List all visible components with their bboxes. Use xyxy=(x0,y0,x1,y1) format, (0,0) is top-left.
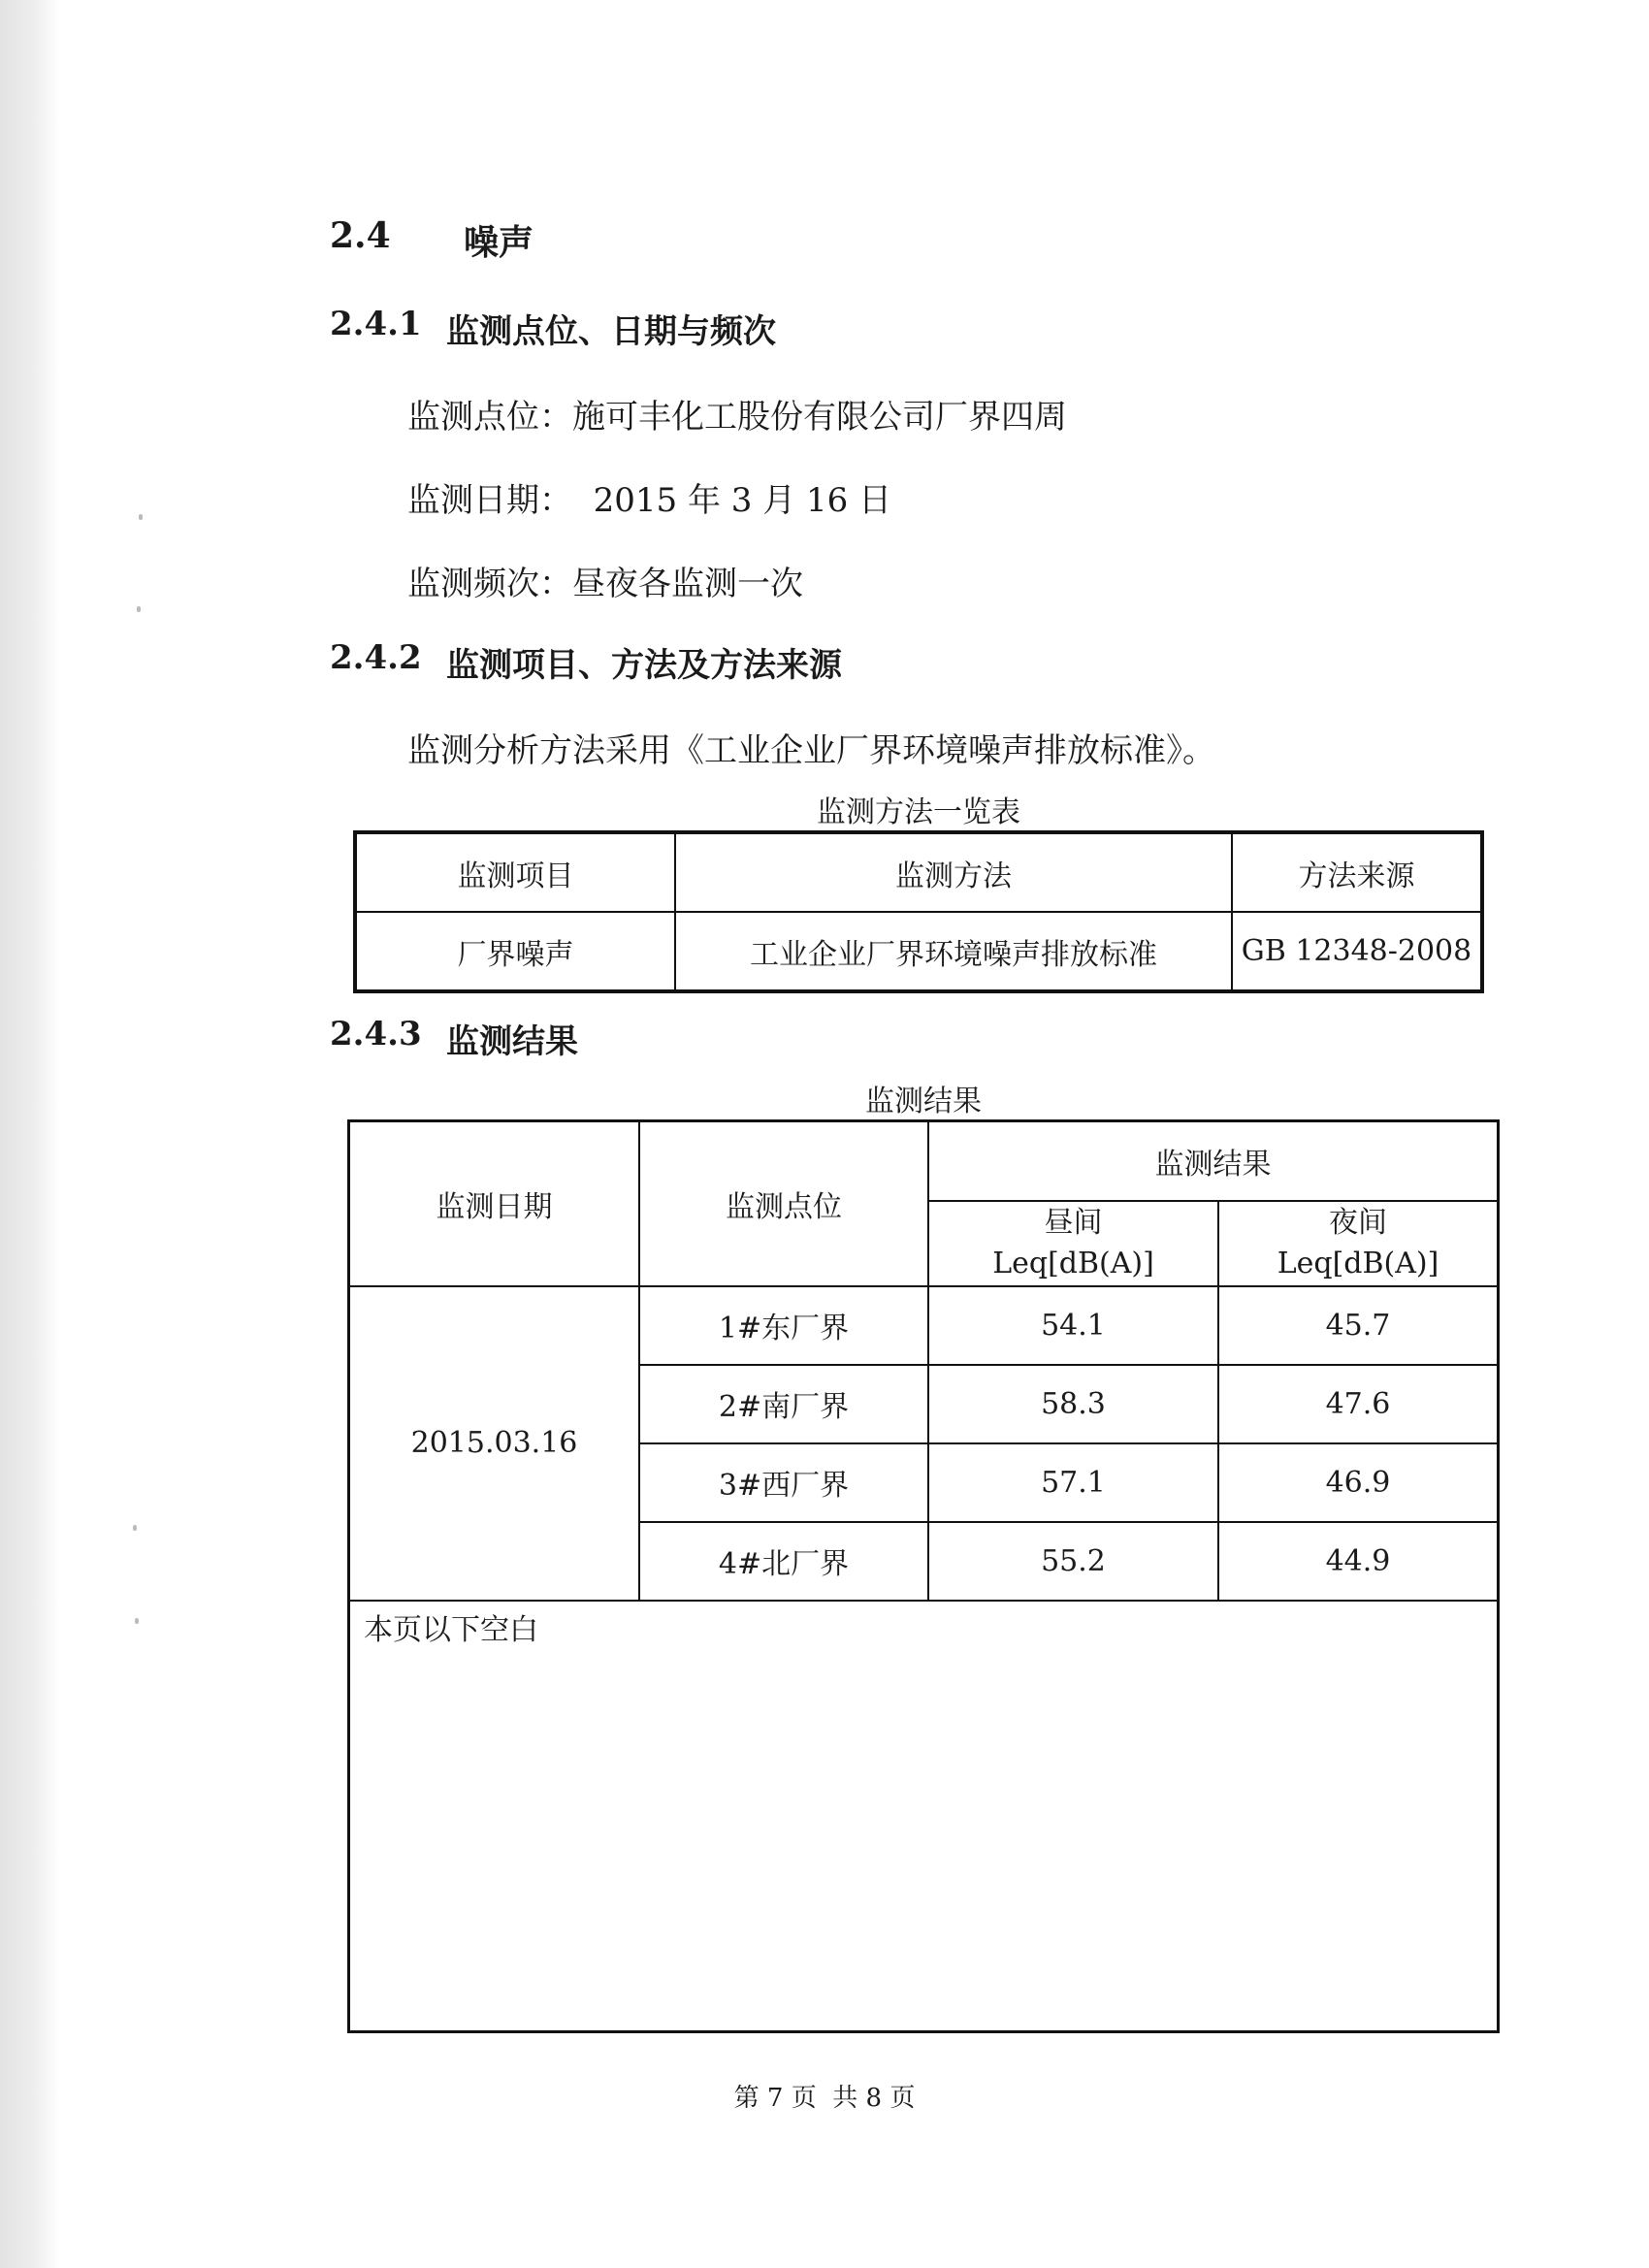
scan-speck xyxy=(139,514,143,520)
table-cell: 44.9 xyxy=(1218,1522,1499,1601)
date-cell: 2015.03.16 xyxy=(349,1286,640,1601)
sub2-number: 2.4.2 xyxy=(330,638,422,677)
unit-label: Leq[dB(A)] xyxy=(1277,1246,1439,1280)
table-cell: 厂界噪声 xyxy=(355,912,675,991)
sub3-number: 2.4.3 xyxy=(330,1015,422,1053)
table-cell: 58.3 xyxy=(928,1365,1218,1443)
scan-speck xyxy=(133,1525,137,1531)
table-row xyxy=(355,912,1482,991)
day-label: 昼间 xyxy=(1044,1205,1103,1240)
table-header-row xyxy=(355,832,1482,912)
table-cell: 57.1 xyxy=(928,1443,1218,1522)
section-title: 噪声 xyxy=(464,222,534,263)
section-number: 2.4 xyxy=(330,215,391,256)
results-table xyxy=(347,1119,1500,2033)
table-cell: 45.7 xyxy=(1218,1286,1499,1365)
table-cell: 1#东厂界 xyxy=(639,1286,928,1365)
table-cell: 3#西厂界 xyxy=(639,1443,928,1522)
night-label: 夜间 xyxy=(1329,1205,1387,1240)
sub3-title: 监测结果 xyxy=(446,1022,578,1061)
header-cell: 监测项目 xyxy=(355,832,675,912)
header-cell: 监测方法 xyxy=(675,832,1232,912)
scan-speck xyxy=(137,606,141,612)
methods-table xyxy=(353,830,1484,993)
unit-label: Leq[dB(A)] xyxy=(992,1246,1154,1280)
scan-edge-shadow xyxy=(0,0,60,2268)
scan-speck xyxy=(135,1618,139,1624)
method-paragraph: 监测分析方法采用《工业企业厂界环境噪声排放标准》。 xyxy=(407,731,1215,770)
table-cell: 55.2 xyxy=(928,1522,1218,1601)
table-header-row xyxy=(349,1121,1499,1201)
table-cell: 47.6 xyxy=(1218,1365,1499,1443)
monitoring-date: 监测日期： 2015 年 3 月 16 日 xyxy=(407,481,892,520)
table-row xyxy=(349,1286,1499,1365)
header-cell: 监测点位 xyxy=(639,1121,928,1286)
results-table-caption: 监测结果 xyxy=(865,1085,982,1118)
table-cell: 2#南厂界 xyxy=(639,1365,928,1443)
header-cell-night xyxy=(1218,1201,1499,1286)
header-cell: 监测日期 xyxy=(349,1121,640,1286)
sub2-title: 监测项目、方法及方法来源 xyxy=(446,646,842,685)
sub1-title: 监测点位、日期与频次 xyxy=(446,312,776,351)
table-cell: 46.9 xyxy=(1218,1443,1499,1522)
methods-table-caption: 监测方法一览表 xyxy=(817,795,1020,829)
blank-note: 本页以下空白 xyxy=(349,1601,1499,2032)
sub1-number: 2.4.1 xyxy=(330,305,422,343)
header-cell-day xyxy=(928,1201,1218,1286)
table-cell: 54.1 xyxy=(928,1286,1218,1365)
header-cell: 方法来源 xyxy=(1232,832,1482,912)
table-cell: 4#北厂界 xyxy=(639,1522,928,1601)
table-cell: GB 12348-2008 xyxy=(1232,912,1482,991)
blank-row xyxy=(349,1601,1499,2032)
table-cell: 工业企业厂界环境噪声排放标准 xyxy=(675,912,1232,991)
monitoring-location: 监测点位：施可丰化工股份有限公司厂界四周 xyxy=(407,398,1067,437)
header-cell: 监测结果 xyxy=(928,1121,1499,1201)
monitoring-frequency: 监测频次：昼夜各监测一次 xyxy=(407,565,803,603)
page-footer: 第 7 页 共 8 页 xyxy=(733,2084,916,2113)
